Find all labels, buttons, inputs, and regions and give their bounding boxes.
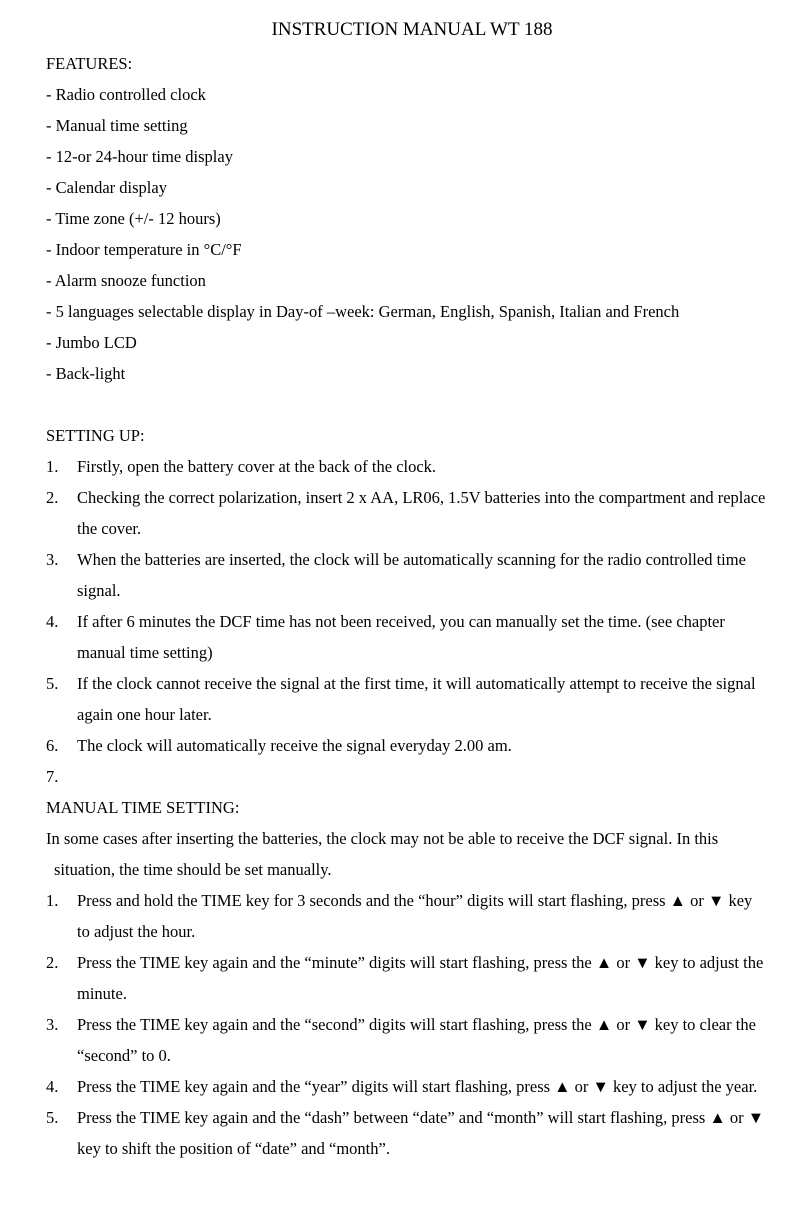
step-number: 3. — [46, 1015, 59, 1034]
features-list — [46, 79, 768, 389]
setting-up-steps — [46, 451, 768, 792]
step-number: 2. — [46, 488, 59, 507]
manual-time-step — [46, 885, 768, 947]
feature-item: - Back-light — [46, 364, 126, 383]
feature-item: - Time zone (+/- 12 hours) — [46, 209, 221, 228]
feature-item: - Manual time setting — [46, 116, 188, 135]
step-text: Press the TIME key again and the “minute” digits will start flashing, press the ▲ or ▼ key to adjust the minute. — [77, 953, 764, 1003]
feature-item: - Radio controlled clock — [46, 85, 206, 104]
step-number: 5. — [46, 674, 59, 693]
manual-time-step — [46, 1009, 768, 1071]
step-number: 1. — [46, 457, 59, 476]
step-number: 5. — [46, 1108, 59, 1127]
step-text: Checking the correct polarization, insert 2 x AA, LR06, 1.5V batteries into the compartment and replace the cover. — [77, 488, 766, 538]
manual-time-setting-intro: In some cases after inserting the batteries, the clock may not be able to receive the DCF signal. In this situation, the time should be set manually. — [46, 829, 719, 879]
setting-up-step — [46, 482, 768, 544]
step-text: Press and hold the TIME key for 3 seconds and the “hour” digits will start flashing, press ▲ or ▼ key to adjust the hour. — [77, 891, 753, 941]
step-text: Firstly, open the battery cover at the back of the clock. — [77, 457, 437, 476]
step-text: The clock will automatically receive the signal everyday 2.00 am. — [77, 736, 512, 755]
step-text: If after 6 minutes the DCF time has not been received, you can manually set the time. (see chapter manual time setting) — [77, 612, 725, 662]
step-number: 4. — [46, 612, 59, 631]
setting-up-step — [46, 544, 768, 606]
feature-item: - 12-or 24-hour time display — [46, 147, 233, 166]
feature-item: - Calendar display — [46, 178, 167, 197]
setting-up-step — [46, 451, 768, 482]
setting-up-step — [46, 606, 768, 668]
step-number: 2. — [46, 953, 59, 972]
manual-time-setting-heading: MANUAL TIME SETTING: — [46, 798, 240, 817]
manual-time-setting-steps — [46, 885, 768, 1164]
feature-item: - Indoor temperature in °C/°F — [46, 240, 242, 259]
manual-time-step — [46, 1102, 768, 1164]
step-text: Press the TIME key again and the “second” digits will start flashing, press the ▲ or ▼ key to clear the “second” to 0. — [77, 1015, 756, 1065]
step-number: 6. — [46, 736, 59, 755]
setting-up-step — [46, 668, 768, 730]
feature-item: - Jumbo LCD — [46, 333, 137, 352]
setting-up-step — [46, 761, 768, 792]
step-text: When the batteries are inserted, the clock will be automatically scanning for the radio controlled time signal. — [77, 550, 746, 600]
step-text: If the clock cannot receive the signal at the first time, it will automatically attempt to receive the signal again one hour later. — [77, 674, 756, 724]
feature-item: - 5 languages selectable display in Day-of –week: German, English, Spanish, Italian and French — [46, 302, 680, 321]
manual-time-step — [46, 1071, 768, 1102]
step-number: 7. — [46, 767, 59, 786]
features-heading: FEATURES: — [46, 54, 133, 73]
step-number: 1. — [46, 891, 59, 910]
step-text: Press the TIME key again and the “year” digits will start flashing, press ▲ or ▼ key to adjust the year. — [77, 1077, 758, 1096]
step-number: 3. — [46, 550, 59, 569]
setting-up-step — [46, 730, 768, 761]
section-spacer — [46, 389, 768, 420]
setting-up-heading: SETTING UP: — [46, 426, 145, 445]
step-text: Press the TIME key again and the “dash” between “date” and “month” will start flashing, press ▲ or ▼ key to shift the position of “date” and “month”. — [77, 1108, 765, 1158]
manual-time-step — [46, 947, 768, 1009]
document-title: INSTRUCTION MANUAL WT 188 — [271, 19, 553, 40]
step-number: 4. — [46, 1077, 59, 1096]
step-text — [77, 767, 81, 786]
feature-item: - Alarm snooze function — [46, 271, 206, 290]
